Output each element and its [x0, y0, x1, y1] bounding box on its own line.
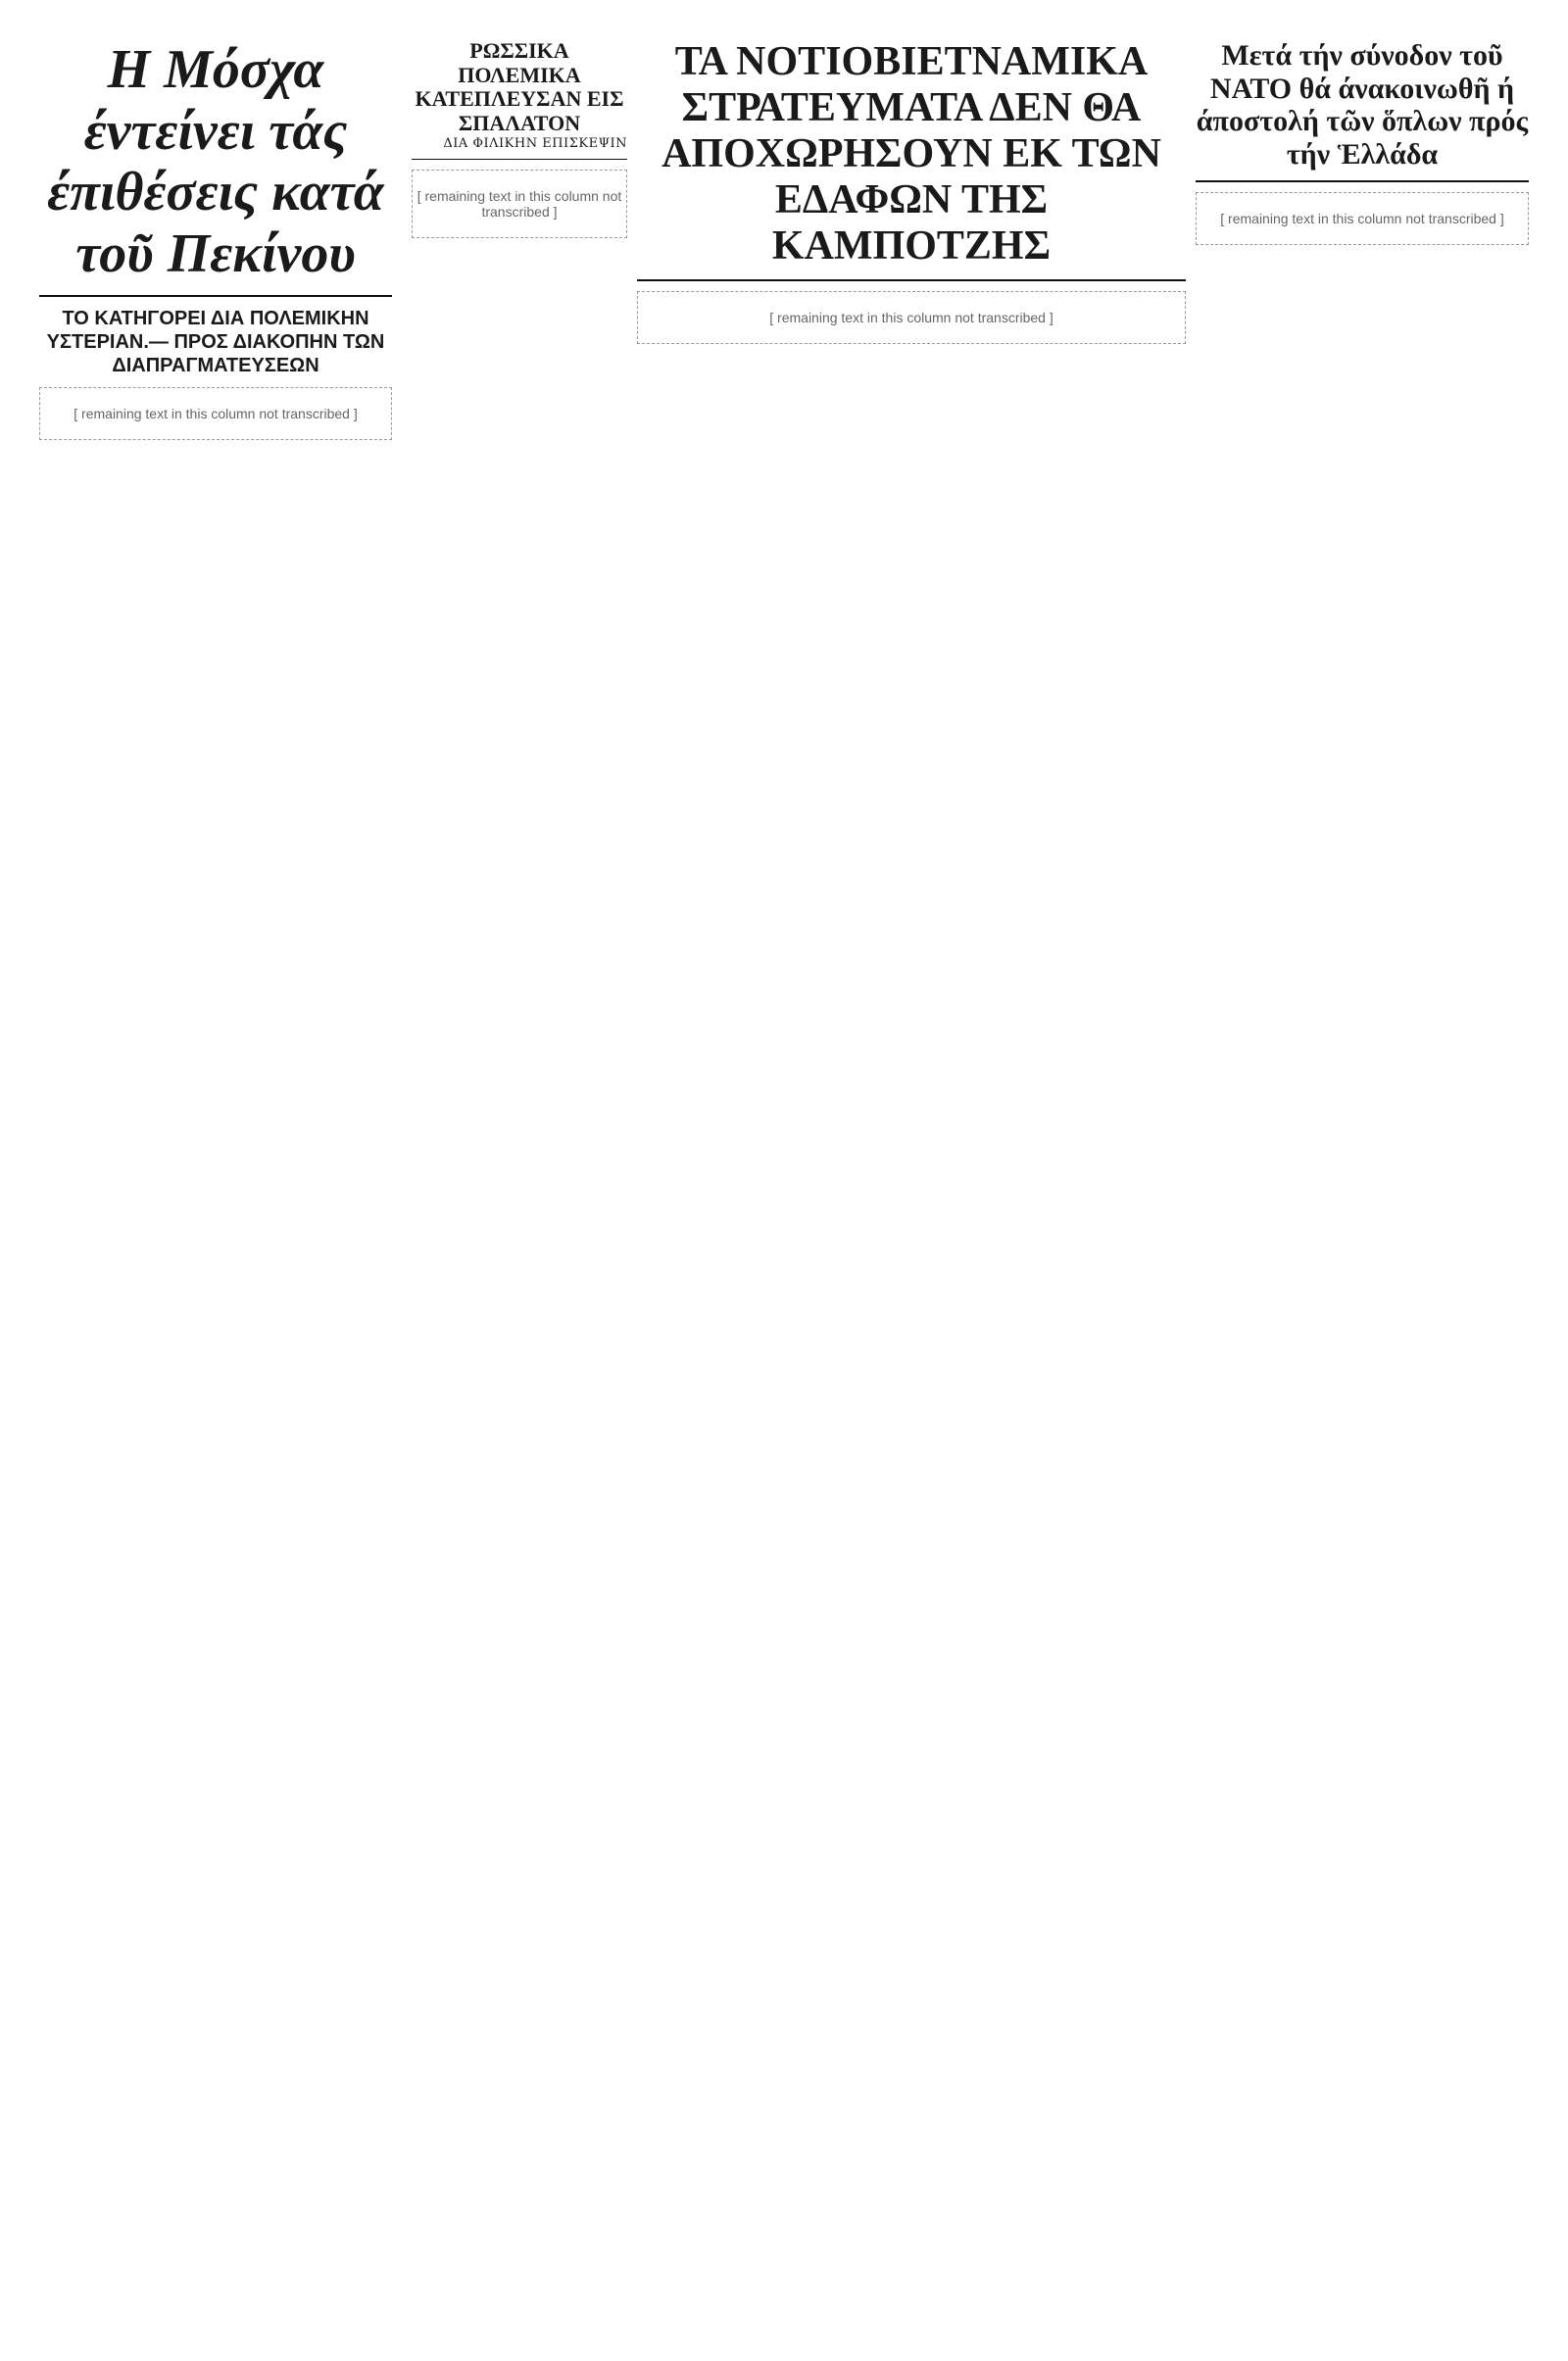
column-right — [1196, 39, 1529, 255]
headline-col2: ΡΩΣΣΙΚΑ ΠΟΛΕΜΙΚΑ ΚΑΤΕΠΛΕΥΣΑΝ ΕΙΣ ΣΠΑΛΑΤΟΝ — [415, 38, 624, 135]
headline-center: ΤΑ ΝΟΤΙΟΒΙΕΤΝΑΜΙΚΑ ΣΤΡΑΤΕΥΜΑΤΑ ΔΕΝ ΘΑ ΑΠΟΧΩΡΗΣΟΥΝ ΕΚ ΤΩΝ ΕΔΑΦΩΝ ΤΗΣ ΚΑΜΠΟΤΖΗΣ — [662, 39, 1161, 270]
divider — [637, 279, 1186, 281]
divider — [39, 295, 392, 297]
main-headline-left: Η Μόσχα έντείνει τάς έπιθέσεις κατά τοῦ Πεκίνου — [47, 39, 384, 285]
untranscribed-notice: [ remaining text in this column not transcribed ] — [637, 291, 1186, 344]
untranscribed-notice: [ remaining text in this column not transcribed ] — [39, 387, 392, 440]
divider — [412, 159, 627, 160]
column-left — [39, 39, 392, 450]
dateline-col2: ΔΙΑ ΦΙΛΙΚΗΝ ΕΠΙΣΚΕΨΙΝ — [443, 135, 627, 151]
untranscribed-notice: [ remaining text in this column not transcribed ] — [1196, 192, 1529, 245]
column-center — [637, 39, 1186, 354]
untranscribed-notice: [ remaining text in this column not transcribed ] — [412, 170, 627, 238]
headline-right: Μετά τήν σύνοδον τοῦ ΝΑΤΟ θά άνακοινωθῆ ή άποστολή τῶν ὅπλων πρός τήν Ἑλλάδα — [1196, 39, 1529, 171]
column-left-middle — [412, 39, 627, 248]
divider — [1196, 180, 1529, 182]
subheadline-left: ΤΟ ΚΑΤΗΓΟΡΕΙ ΔΙΑ ΠΟΛΕΜΙΚΗΝ ΥΣΤΕΡΙΑΝ.— ΠΡΟΣ ΔΙΑΚΟΠΗΝ ΤΩΝ ΔΙΑΠΡΑΓΜΑΤΕΥΣΕΩΝ — [46, 307, 385, 376]
